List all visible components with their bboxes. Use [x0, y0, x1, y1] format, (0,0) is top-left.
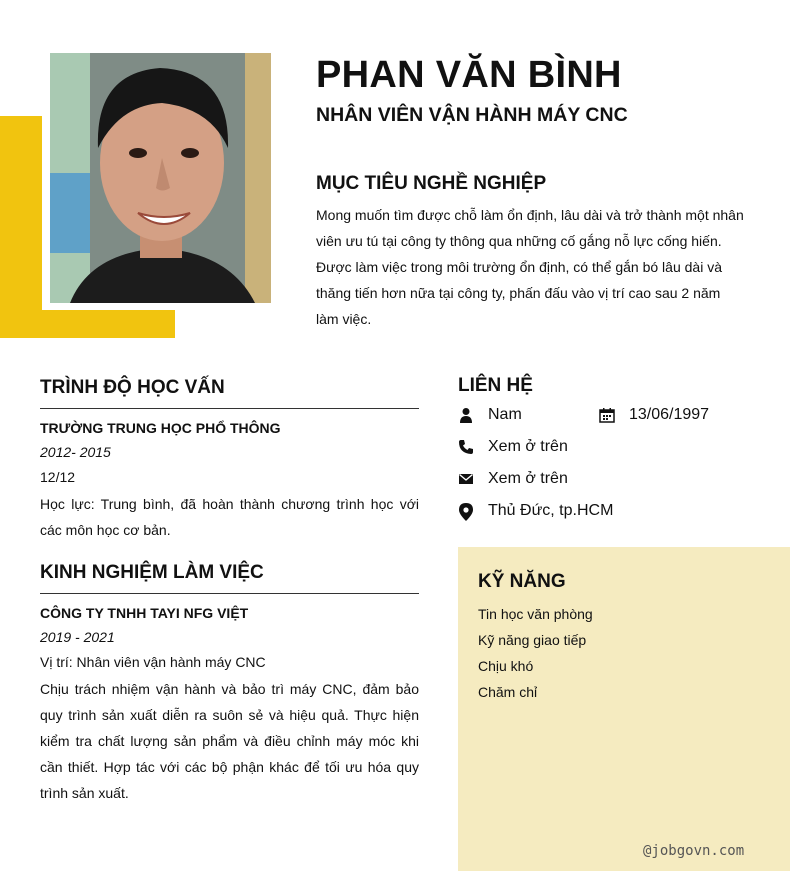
experience-divider [40, 593, 419, 594]
calendar-icon [599, 407, 615, 423]
objective-heading: MỤC TIÊU NGHỀ NGHIỆP [316, 173, 547, 194]
person-icon [458, 407, 474, 423]
location-pin-icon [458, 503, 474, 519]
dob-value: 13/06/1997 [629, 406, 710, 423]
email-value: Xem ở trên [488, 470, 568, 487]
contact-phone [458, 438, 568, 456]
contact-dob [599, 406, 709, 424]
skill-item: Tin học văn phòng [478, 606, 593, 622]
contact-email [458, 470, 568, 488]
education-grade: 12/12 [40, 469, 76, 485]
gender-value: Nam [488, 406, 522, 423]
job-title: NHÂN VIÊN VẬN HÀNH MÁY CNC [316, 104, 628, 126]
skill-item: Chịu khó [478, 658, 534, 674]
watermark: @jobgovn.com [643, 843, 745, 859]
education-description: Học lực: Trung bình, đã hoàn thành chương trình học với các môn học cơ bản. [40, 496, 419, 538]
experience-position: Vị trí: Nhân viên vận hành máy CNC [40, 654, 266, 670]
education-divider [40, 408, 419, 409]
candidate-name: PHAN VĂN BÌNH [316, 54, 622, 96]
address-value: Thủ Đức, tp.HCM [488, 502, 614, 519]
skill-item: Chăm chỉ [478, 684, 538, 700]
education-heading: TRÌNH ĐỘ HỌC VẤN [40, 377, 225, 398]
experience-heading: KINH NGHIỆM LÀM VIỆC [40, 562, 264, 583]
profile-photo [50, 53, 271, 303]
objective-text: Mong muốn tìm được chỗ làm ổn định, lâu dài và trở thành một nhân viên ưu tú tại công ty thông qua những cố gắng nỗ lực cống hiến. Được làm việc trong môi trường ổn định, có thể gắn bó lâu dài và thăng tiến hơn nữa tại công ty, phấn đấu vào vị trí cao sau 2 năm làm việc. [316, 207, 744, 327]
contact-address [458, 502, 613, 520]
skills-heading: KỸ NĂNG [478, 571, 566, 592]
skills-panel [458, 547, 790, 871]
skill-item: Kỹ năng giao tiếp [478, 632, 587, 648]
accent-block-left [0, 116, 42, 338]
experience-years: 2019 - 2021 [40, 629, 115, 645]
accent-block-bottom [0, 310, 175, 338]
mail-icon [458, 471, 474, 487]
education-years: 2012- 2015 [40, 444, 111, 460]
phone-icon [458, 439, 474, 455]
experience-description: Chịu trách nhiệm vận hành và bảo trì máy CNC, đảm bảo quy trình sản xuất diễn ra suôn sẻ và hiệu quả. Thực hiện kiểm tra chất lượng sản phẩm và điều chỉnh máy móc khi cần thiết. Hợp tác với các bộ phận khác để tối ưu hóa quy trình sản xuất. [40, 681, 419, 801]
contact-heading: LIÊN HỆ [458, 375, 533, 396]
phone-value: Xem ở trên [488, 438, 568, 455]
contact-gender [458, 406, 522, 424]
experience-company: CÔNG TY TNHH TAYI NFG VIỆT [40, 605, 249, 621]
education-school: TRƯỜNG TRUNG HỌC PHỔ THÔNG [40, 420, 281, 436]
